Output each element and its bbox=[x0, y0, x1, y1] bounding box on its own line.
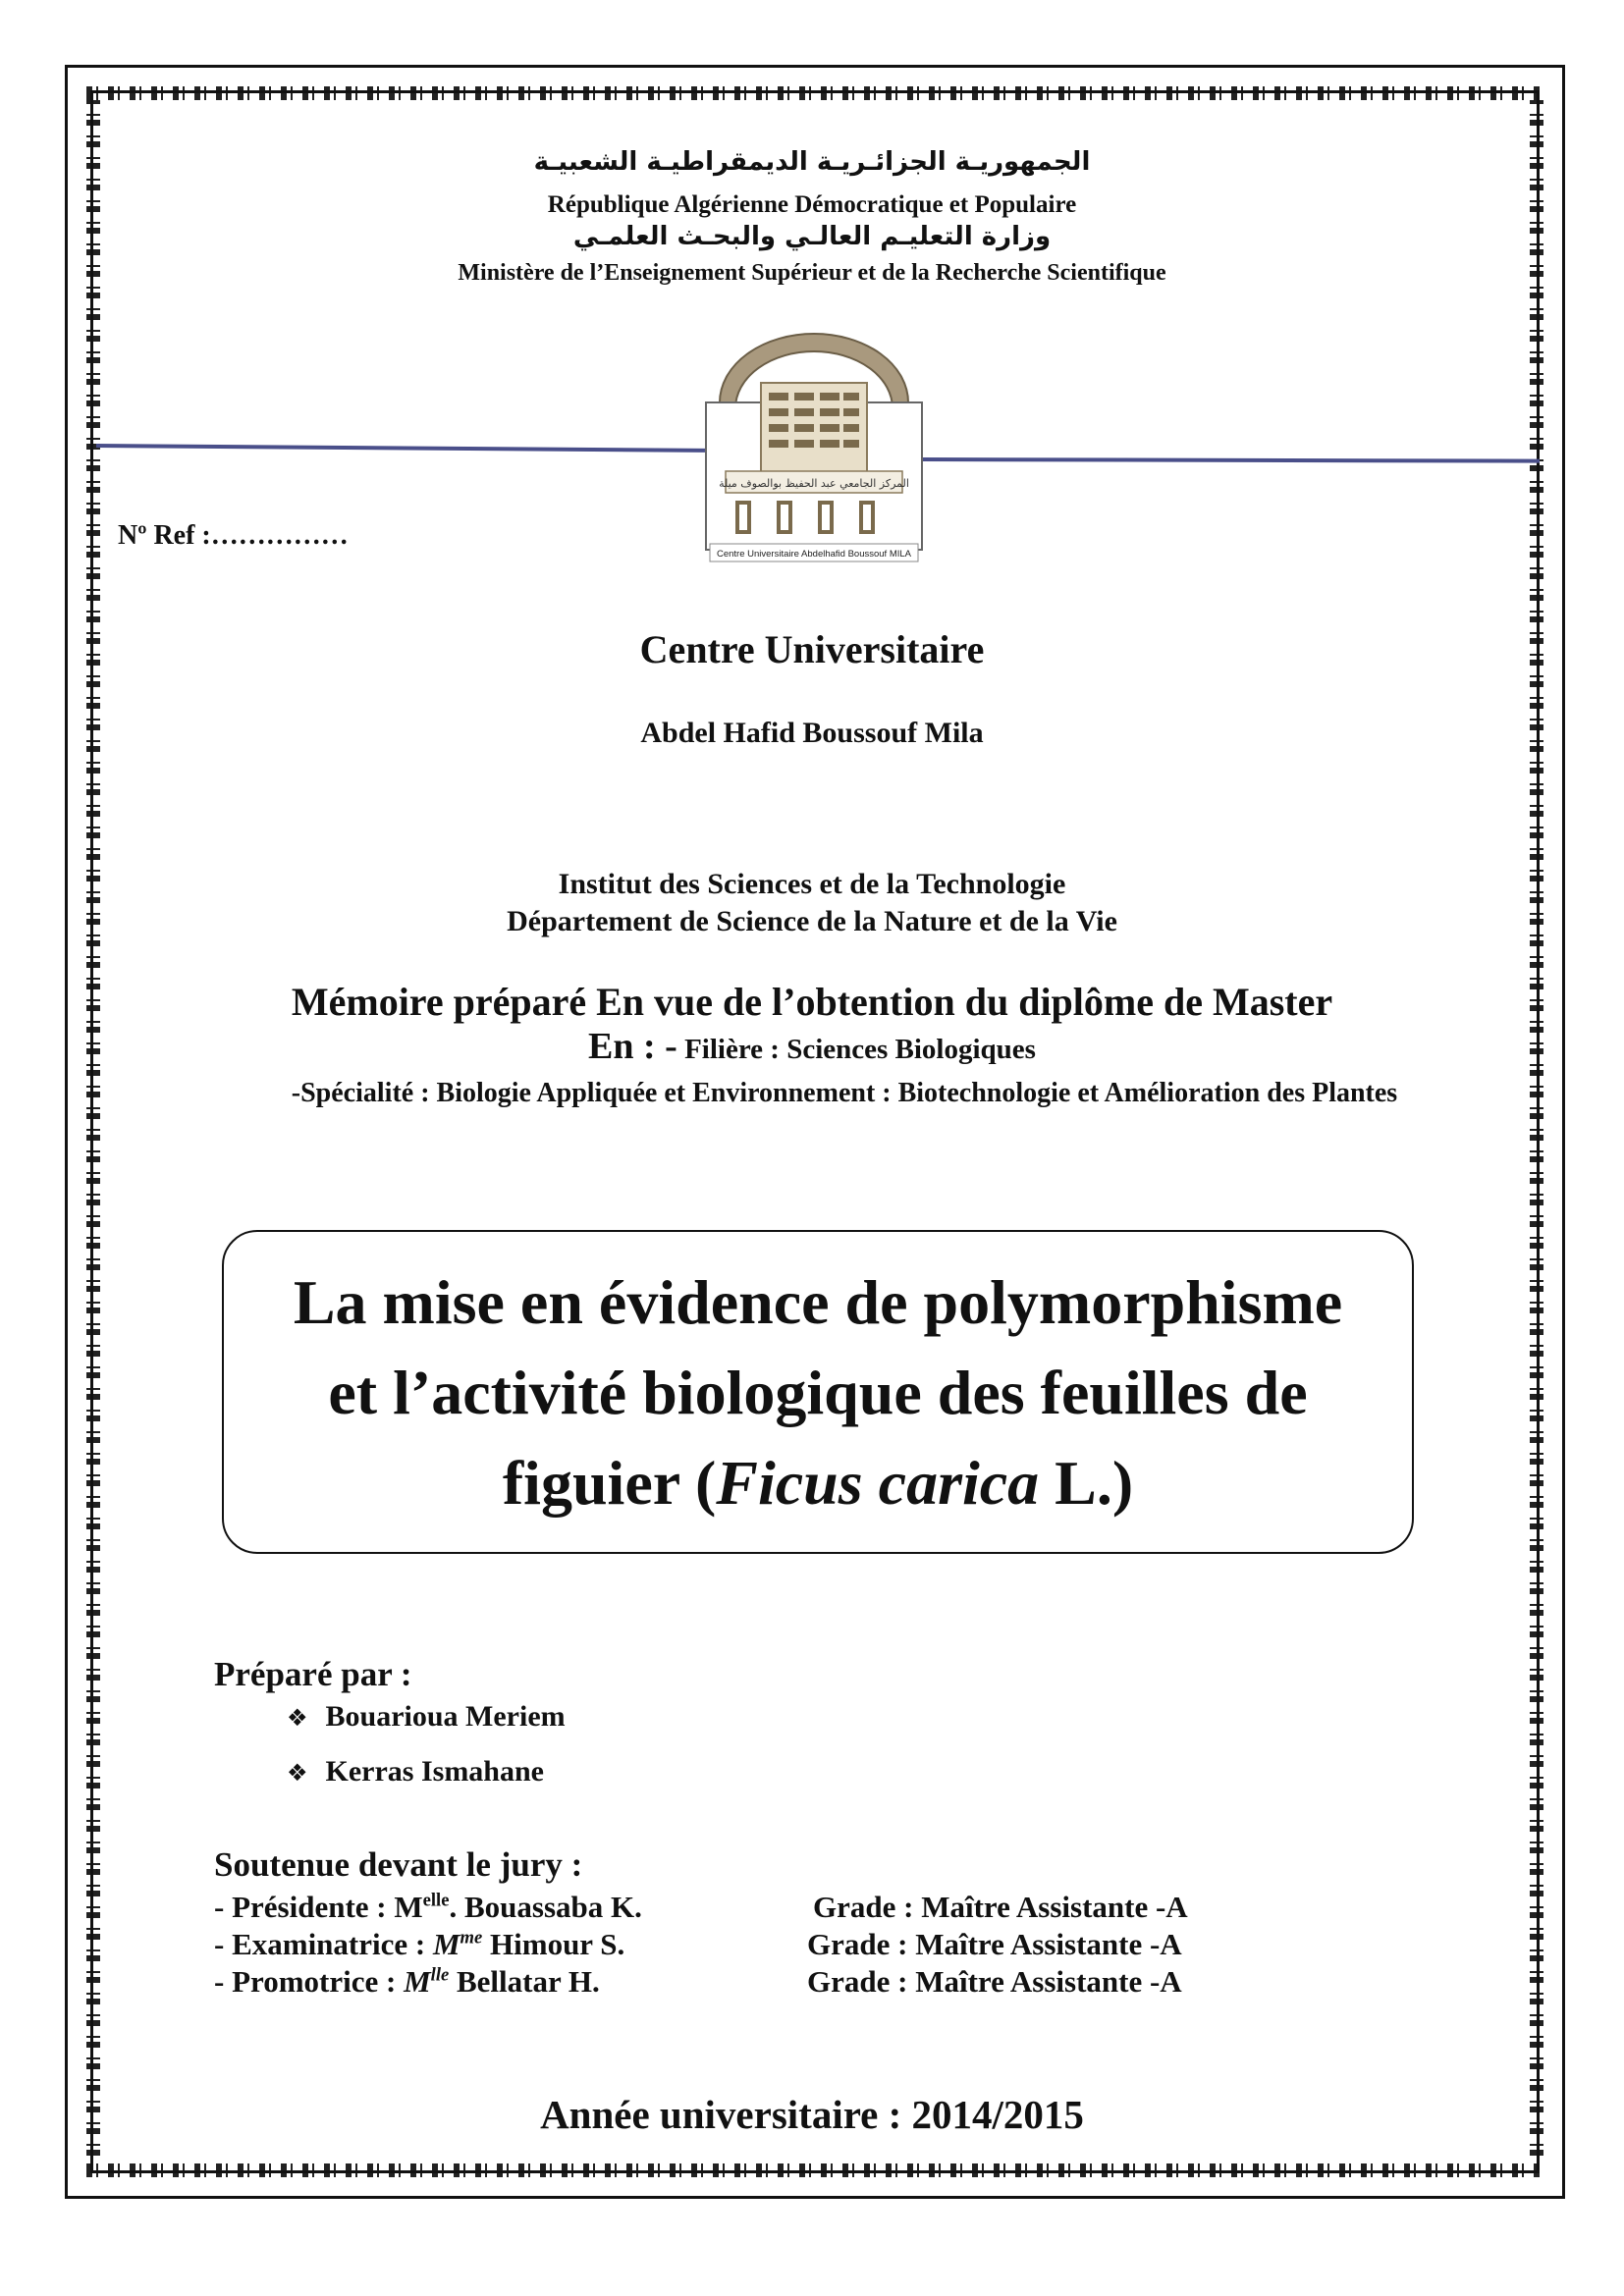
bullet-icon: ❖ bbox=[287, 1704, 308, 1732]
jury-grade: Grade : Maître Assistante -A bbox=[807, 1927, 1182, 1961]
logo-caption: Centre Universitaire Abdelhafid Boussouf MILA bbox=[716, 549, 912, 560]
thesis-title-box bbox=[222, 1230, 1414, 1554]
jury-row bbox=[214, 1964, 1294, 2002]
title-line-3-end: L.) bbox=[1039, 1448, 1134, 1518]
student-name: Bouarioua Meriem bbox=[325, 1700, 566, 1733]
degree-line: Mémoire préparé En vue de l’obtention du diplôme de Master bbox=[291, 980, 1333, 1024]
student-name: Kerras Ismahane bbox=[325, 1755, 544, 1788]
jury-grade: Grade : Maître Assistante -A bbox=[813, 1890, 1188, 1924]
jury-row bbox=[214, 1890, 1294, 1927]
jury-title-sup: elle bbox=[422, 1890, 450, 1911]
student-item bbox=[287, 1700, 566, 1734]
jury-name: Bellatar H. bbox=[449, 1964, 600, 1999]
department-name: Département de Science de la Nature et de la Vie bbox=[507, 905, 1117, 937]
jury-role: - Examinatrice : bbox=[214, 1927, 433, 1961]
jury-name: Himour S. bbox=[482, 1927, 625, 1961]
title-line-2: et l’activité biologique des feuilles de bbox=[328, 1358, 1308, 1427]
jury-grade: Grade : Maître Assistante -A bbox=[807, 1964, 1182, 1999]
republic-name: République Algérienne Démocratique et Populaire bbox=[547, 191, 1077, 218]
reference-number: Nº Ref :…………… bbox=[118, 520, 349, 551]
species-name: Ficus carica bbox=[716, 1448, 1040, 1518]
institution-subname: Abdel Hafid Boussouf Mila bbox=[640, 717, 984, 749]
title-line-3-start: figuier ( bbox=[502, 1448, 717, 1518]
jury-title-sup: me bbox=[460, 1927, 483, 1949]
academic-year: Année universitaire : 2014/2015 bbox=[540, 2092, 1084, 2137]
institute-name: Institut des Sciences et de la Technologie bbox=[558, 868, 1066, 900]
bullet-icon: ❖ bbox=[287, 1759, 308, 1787]
arabic-ministry: وزارة التعليـم العالـي والبحـث العلمـي bbox=[572, 222, 1052, 251]
logo-arabic-banner: المركز الجامعي عبد الحفيظ بوالصوف ميلة bbox=[719, 477, 909, 490]
ministry-name: Ministère de l’Enseignement Supérieur et de la Recherche Scientifique bbox=[458, 260, 1166, 286]
student-item bbox=[287, 1755, 544, 1789]
degree-filiere-line bbox=[0, 1025, 1624, 1068]
en-label: En : - bbox=[588, 1026, 677, 1067]
institution-name: Centre Universitaire bbox=[639, 627, 985, 671]
specialite: -Spécialité : Biologie Appliquée et Environnement : Biotechnologie et Amélioration des Plantes bbox=[291, 1078, 1398, 1108]
jury-title-sup: lle bbox=[430, 1964, 450, 1986]
jury-name: . Bouassaba K. bbox=[449, 1890, 642, 1924]
arabic-republic: الجمهوريـة الجزائـريـة الديمقراطيـة الشعبيـة bbox=[533, 147, 1091, 177]
jury-role: - Promotrice : bbox=[214, 1964, 405, 1999]
jury-role: - Présidente : M bbox=[214, 1890, 423, 1924]
jury-title: M bbox=[432, 1927, 460, 1961]
title-line-3 bbox=[224, 1438, 1412, 1528]
jury-row bbox=[214, 1927, 1294, 1964]
university-logo bbox=[700, 324, 928, 565]
jury-title: M bbox=[404, 1964, 431, 1999]
prepared-label: Préparé par : bbox=[214, 1655, 412, 1693]
filiere: Filière : Sciences Biologiques bbox=[677, 1034, 1036, 1065]
title-line-1: La mise en évidence de polymorphisme bbox=[293, 1267, 1343, 1337]
jury-label: Soutenue devant le jury : bbox=[214, 1845, 583, 1884]
